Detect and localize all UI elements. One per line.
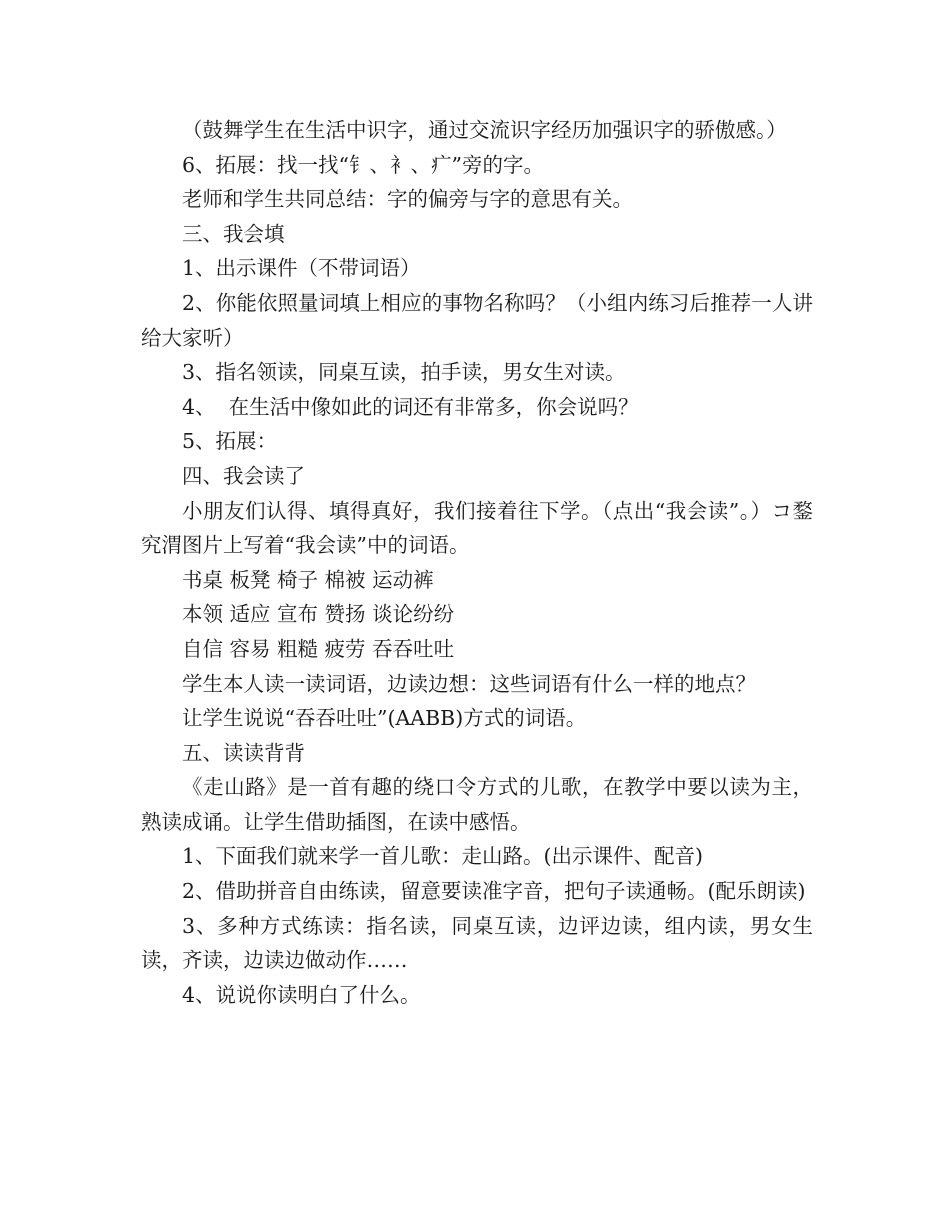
- paragraph: 小朋友们认得、填得真好，我们接着往下学。（点出“我会读”。）コ鍪究渭图片上写着“我会读”中的词语。: [141, 498, 813, 558]
- paragraph: 学生本人读一读词语，边读边想：这些词语有什么一样的地点？: [182, 671, 756, 696]
- word-list-line: 自信 容易 粗糙 疲劳 吞吞吐吐: [182, 636, 455, 661]
- section-heading: 四、我会读了: [182, 463, 305, 488]
- paragraph: 3、多种方式练读：指名读，同桌互读，边评边读，组内读，男女生读，齐读，边读边做动作……: [141, 913, 813, 973]
- paragraph: 让学生说说“吞吞吐吐”(AABB)方式的词语。: [182, 706, 587, 731]
- paragraph: 3、指名领读，同桌互读，拍手读，男女生对读。: [182, 360, 626, 385]
- paragraph: 2、你能依照量词填上相应的事物名称吗？（小组内练习后推荐一人讲给大家听）: [141, 290, 813, 350]
- paragraph: 4、说说你读明白了什么。: [182, 982, 421, 1007]
- paragraph: 5、拓展：: [182, 429, 278, 454]
- paragraph: 6、拓展：找一找“钅、衤、疒”旁的字。: [182, 152, 545, 177]
- word-list-line: 本领 适应 宣布 赞扬 谈论纷纷: [182, 602, 455, 627]
- paragraph: 1、下面我们就来学一首儿歌：走山路。(出示课件、配音): [182, 844, 704, 869]
- paragraph: 老师和学生共同总结：字的偏旁与字的意思有关。: [182, 187, 633, 212]
- document-body: [141, 113, 813, 1012]
- word-list-line: 书桌 板凳 椅子 棉被 运动裤: [182, 567, 434, 592]
- section-heading: 五、读读背背: [182, 740, 305, 765]
- paragraph: 《走山路》是一首有趣的绕口令方式的儿歌，在教学中要以读为主，熟读成诵。让学生借助插图，在读中感悟。: [141, 775, 813, 834]
- paragraph: （鼓舞学生在生活中识字，通过交流识字经历加强识字的骄傲感。）: [182, 118, 787, 142]
- section-heading: 三、我会填: [182, 221, 285, 246]
- paragraph: 1、出示课件（不带词语）: [182, 256, 421, 281]
- paragraph: 4、 在生活中像如此的词还有非常多，你会说吗？: [182, 394, 639, 419]
- paragraph: 2、借助拼音自由练读，留意要读准字音，把句子读通畅。(配乐朗读): [182, 879, 806, 904]
